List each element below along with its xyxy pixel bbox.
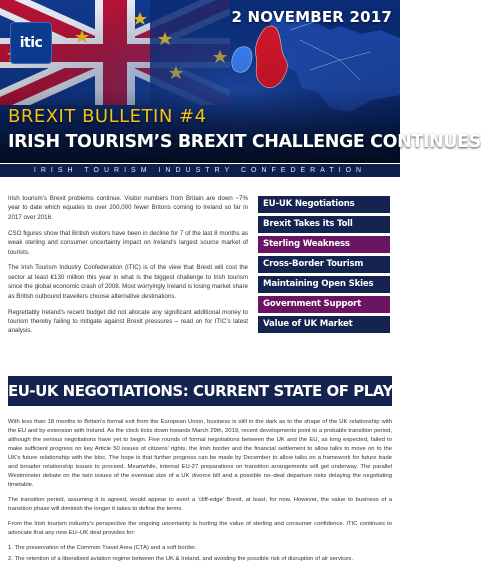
nav-government-support[interactable]: Government Support <box>258 296 390 313</box>
demands-list <box>8 544 392 564</box>
nav-cross-border-tourism[interactable]: Cross-Border Tourism <box>258 256 390 273</box>
intro-paragraph: Regrettably Ireland’s recent budget did not allocate any significant additional money to tourism thereby failing to mitigate against Brexit pressures – read on for ITIC’s latest analysis. <box>8 308 248 335</box>
intro-paragraph: The Irish Tourism Industry Confederation (ITIC) is of the view that Brexit will cost the sector at least €130 million this year in what is the biggest challenge to Irish tourism since the global economic crash of 2008. Most worryingly Ireland is losing market share as British outbound travellers choose alternative destinations. <box>8 264 248 300</box>
page-title: IRISH TOURISM’S BREXIT CHALLENGE CONTINUES <box>8 132 481 152</box>
nav-sterling-weakness[interactable]: Sterling Weakness <box>258 236 390 253</box>
bulletin-number: BREXIT BULLETIN #4 <box>8 106 207 127</box>
intro-paragraph: CSO figures show that British visitors have been in decline for 7 of the last 8 months as weak sterling and consumer uncertainty impact on Ireland’s largest source market of tourists. <box>8 229 248 256</box>
section-heading: EU-UK NEGOTIATIONS: CURRENT STATE OF PLAY <box>8 376 392 406</box>
nav-maintaining-open-skies[interactable]: Maintaining Open Skies <box>258 276 390 293</box>
itic-logo <box>10 22 52 64</box>
section-paragraph: The transition period, assuming it is agreed, would appear to avert a ‘cliff-edge’ Brexit, at least, for now. However, the value to business of a transition phase will diminish the longer it takes to define the terms. <box>8 497 392 512</box>
bulletin-date: 2 NOVEMBER 2017 <box>231 8 392 26</box>
section-body <box>8 418 392 566</box>
nav-brexit-takes-its-toll[interactable]: Brexit Takes its Toll <box>258 216 390 233</box>
intro-column <box>8 194 248 342</box>
section-paragraph: From the Irish tourism industry’s perspective the ongoing uncertainty is hurting the value of sterling and consumer confidence. ITIC continues to advocate that any new EU–UK deal provides for: <box>8 521 392 536</box>
list-item: 1. The preservation of the Common Travel Area (CTA) and a soft border. <box>8 545 197 551</box>
nav-value-of-uk-market[interactable]: Value of UK Market <box>258 316 390 333</box>
intro-paragraph: Irish tourism’s Brexit problems continue. Visitor numbers from Britain are down ~7% year to date which equates to over 200,000 fewer Britons coming to Ireland so far in 2017 over 2016. <box>8 195 248 221</box>
organisation-strip: IRISH TOURISM INDUSTRY CONFEDERATION <box>0 164 400 177</box>
nav-eu-uk-negotiations[interactable]: EU-UK Negotiations <box>258 196 390 213</box>
contents-nav <box>258 196 390 336</box>
logo-text: itic <box>19 35 43 51</box>
section-paragraph: With less than 18 months to Britain’s formal exit from the European Union, business is still in the dark as to the shape of the UK relationship with the EU and by extension with Ireland. As the clock ticks down towards March 29th, 2019, recent developments point to a probable transition period, although the serious negotiations have yet to begin. Five rounds of formal negotiations between the UK and the EU, as long expected, failed to make sufficient progress on key Article 50 issues of citizens’ rights, the Irish border and the financial settlement to allow talks to move on to the UK’s future relationship with the bloc. The hope is that further progress can be made by December to allow talks on a framework for future trade and broader relationship issues to proceed. Meanwhile, internal EU-27 preparations on transition arrangements will get underway. The parallel Westminster debate on the twin issues of the eventual size of a UK divorce bill and a possible no–deal departure risks delaying the negotiating timetable. <box>8 419 392 488</box>
header-banner <box>0 0 481 163</box>
list-item: 2. The retention of a liberalised aviation regime between the UK & Ireland, and avoiding the possible risk of disruption of air services. <box>8 556 354 562</box>
